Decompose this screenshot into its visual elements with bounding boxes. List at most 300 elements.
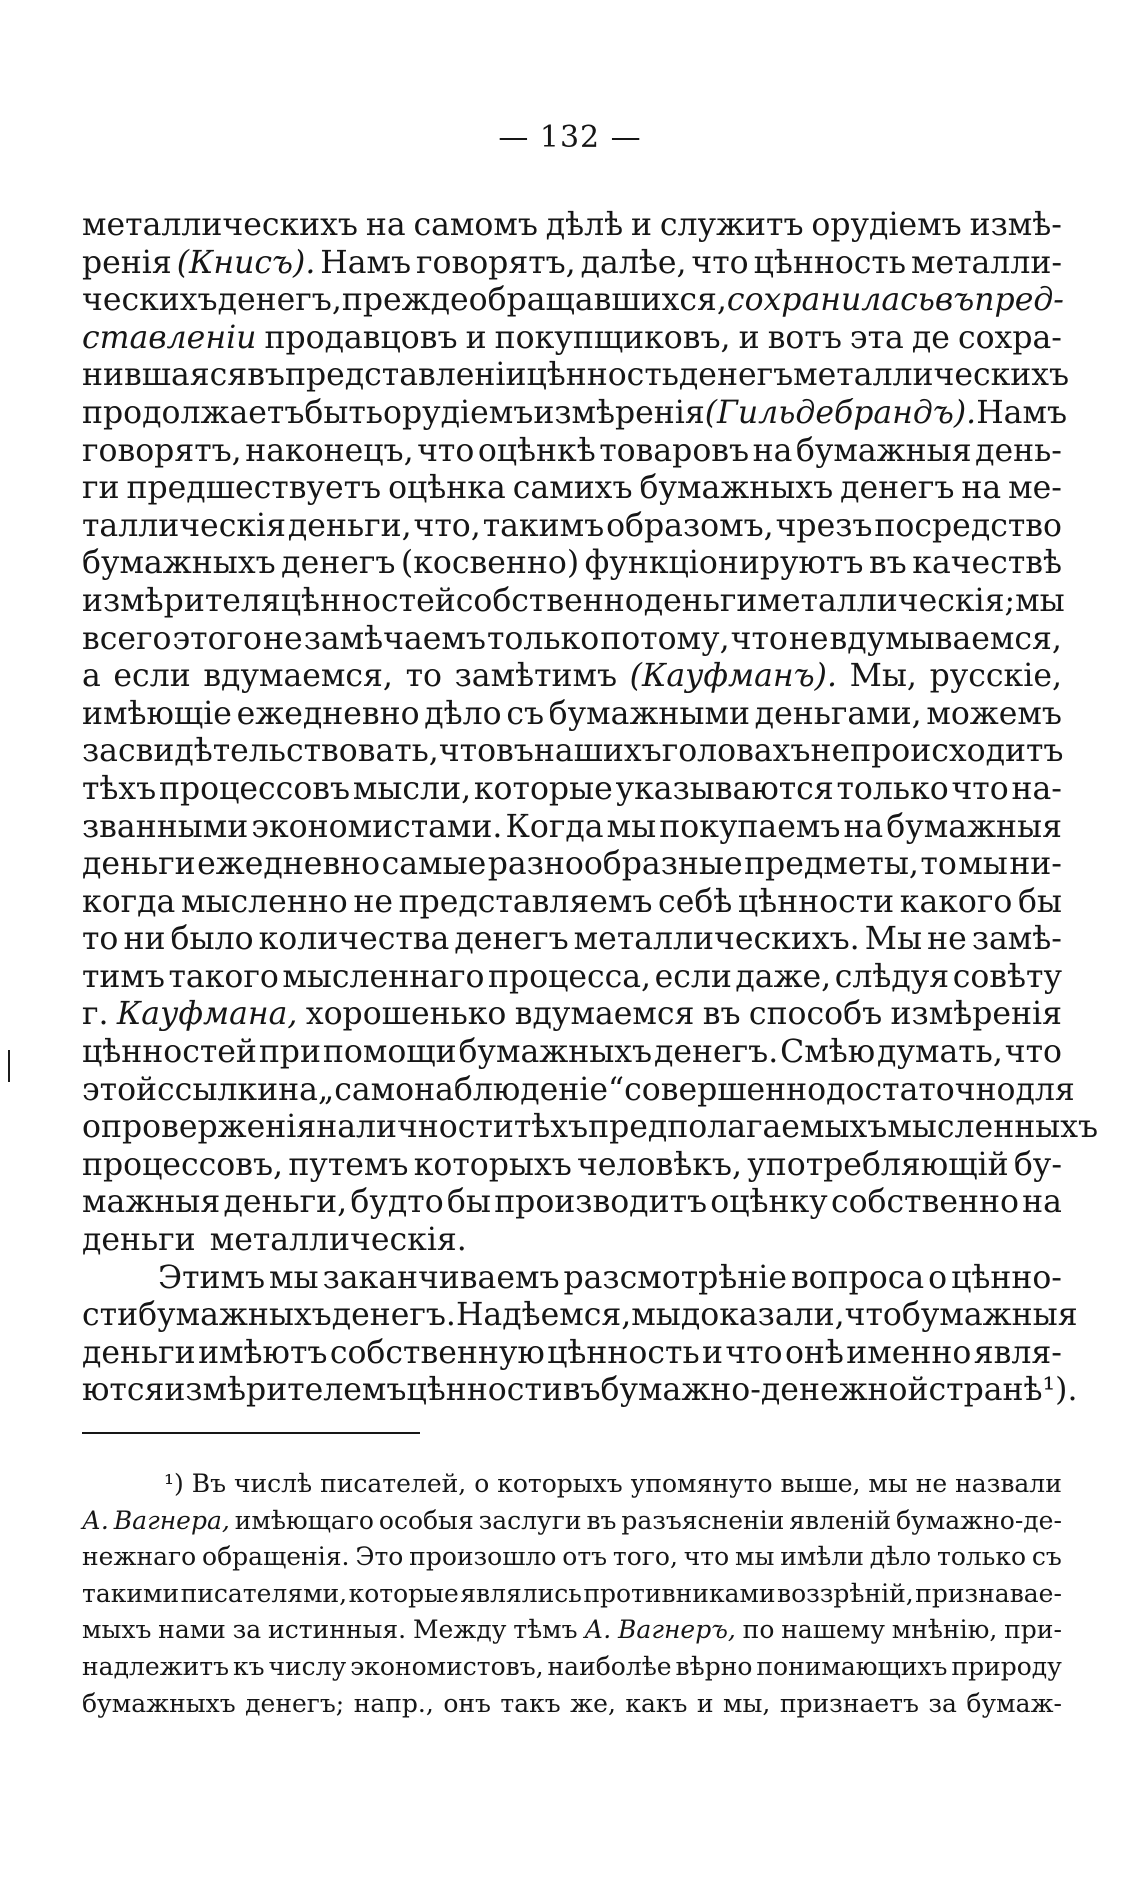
word: денегъ, [217,282,342,319]
word: предметы, [744,846,919,883]
word: себѣ [658,883,733,920]
word: орудіемъ [811,207,962,243]
word: и [701,1334,723,1371]
word: товаровъ [599,432,750,469]
word: измѣ- [969,207,1062,243]
word: природу [951,1651,1062,1681]
word: только [937,1542,1027,1572]
word: упомянуто [630,1469,773,1498]
word: путемъ [288,1146,409,1183]
footnote-line [82,1576,1062,1613]
word: въ [562,1372,601,1409]
word: деньги [82,846,196,883]
word: оцѣнкѣ [477,432,596,469]
body-line [82,545,1062,583]
word: такими [82,1578,180,1608]
body-line [82,921,1062,959]
word: представляемъ [398,883,653,920]
body-line [82,1184,1062,1222]
word: только [836,770,949,807]
word: хорошенько [305,996,507,1033]
word: разсмотрѣніе [563,1259,787,1296]
word: продавцовъ [264,319,458,356]
word: признавае- [915,1578,1062,1608]
word: за [232,1615,262,1645]
body-line [82,508,1062,546]
word: вопроса [790,1259,925,1296]
body-line [82,1109,1099,1147]
word: де [911,319,950,356]
word: головахъ [661,733,811,770]
word: денегъ. [654,1034,779,1071]
word: числу [268,1651,347,1681]
word: ежедневно [236,695,420,732]
footnote-line [82,1612,1062,1649]
word: о [474,1469,490,1498]
word: качествѣ [912,545,1062,582]
word: при- [1004,1615,1062,1645]
word: мы [958,846,1008,883]
word: а [82,658,101,695]
word: на [278,1071,318,1108]
word: бумажными [548,695,750,732]
word: ги [82,470,120,507]
body-line [82,1222,1062,1260]
word: чрезъ [775,507,873,544]
footnote-line [82,1539,1062,1576]
word: Между [412,1615,507,1645]
word: этой [82,1071,158,1108]
word: цѣнность [753,244,907,281]
word: мажныя [82,1184,221,1221]
word: предполагаемыхъ [588,1109,888,1146]
word: замѣтимъ [454,658,618,695]
word: цѣнность [526,357,679,394]
word: если [113,658,191,695]
word: къ [233,1651,265,1681]
word: и [631,207,653,243]
body-line [82,658,1062,696]
word: обращавшихся, [468,282,727,319]
word: далѣе, [580,244,687,281]
word: бы [446,1184,491,1221]
word: мысли, [352,770,472,807]
word: деньги [82,1334,196,1371]
word: даже, [735,958,832,995]
word: что [951,770,1009,807]
word: слѣдуя [834,958,950,995]
word: числѣ [233,1469,313,1498]
word: по [742,1615,775,1645]
word: такъ [500,1688,561,1718]
word: же, [570,1688,616,1718]
word: заканчиваемъ [322,1259,560,1296]
word: денегъ [678,357,794,394]
word: противниками [583,1578,776,1608]
word: г. [82,996,109,1033]
word: происходитъ [850,733,1064,770]
word: употребляющій [747,1146,1009,1183]
word: признаетъ [779,1688,919,1718]
word: имѣли [780,1542,864,1572]
word: только [486,620,600,657]
word: указываются [615,770,834,807]
word: такимъ [482,507,605,544]
word: всего [82,620,172,657]
word: наиболѣе [547,1651,672,1681]
word: что [730,620,788,657]
word: онѣ [784,1334,844,1371]
word: будто [350,1184,444,1221]
word: денегъ [454,921,569,958]
word: за [928,1688,957,1718]
word: бумажныхъ [639,470,834,507]
word: въ [934,282,975,319]
word: процесса, [487,958,652,995]
word: денегъ. [331,1297,456,1334]
word: этого [172,620,263,657]
word: количества [258,921,450,958]
word: прежде [341,282,469,319]
word: мы, [723,1688,771,1718]
word: въ [496,733,534,770]
word: нившаяся [82,357,248,394]
word: воззрѣній, [777,1578,914,1608]
word: на [365,207,406,243]
word: функціонируютъ [584,545,864,582]
word: ¹). [1042,1372,1078,1409]
word: процессовъ, [82,1146,284,1183]
word: сохра- [957,319,1062,356]
word: какого [899,883,1013,920]
word: бумаж- [966,1688,1062,1718]
word: мы [606,808,657,845]
word: опроверженія [82,1109,317,1146]
word: тѣхъ [513,1109,589,1146]
word: мысленно [180,883,348,920]
word: экономистовъ, [350,1651,544,1681]
word: мы [868,1469,908,1498]
word: назвали [955,1469,1062,1498]
word: съ [506,695,544,732]
word: можемъ [926,695,1062,732]
body-line [82,1260,1062,1298]
word: то [920,846,957,883]
word: цѣнности [737,883,895,920]
word: нашихъ [533,733,662,770]
word: таллическія [82,507,286,544]
word: ставленіи [82,319,257,356]
word: сохранилась [726,282,935,319]
word: Въ [191,1469,227,1498]
word: бумажныя [901,1297,1078,1334]
word: ренія [82,244,172,281]
word: Смѣю [780,1034,876,1071]
word: (Книсъ). [176,244,316,281]
word: наличности [316,1109,514,1146]
word: на [1022,1184,1062,1221]
word: что [1004,1034,1062,1071]
word: засвидѣтельствовать, [82,733,439,770]
word: для [1015,1071,1075,1108]
word: о [928,1259,948,1296]
footnote-line [82,1466,1062,1503]
word: бумажныхъ [82,1688,236,1718]
word: не [353,883,393,920]
word: мы [631,1297,681,1334]
word: нами [158,1615,226,1645]
word: Намъ [976,394,1067,431]
word: какъ [625,1688,688,1718]
word: тѣмъ [513,1615,578,1645]
word: именно [846,1334,972,1371]
body-line [82,433,1062,471]
body-line [82,394,1067,433]
word: бумажныхъ [138,1297,332,1334]
main-text [82,207,1099,1410]
word: имѣющаго [234,1505,374,1535]
body-line [82,1071,1075,1110]
word: тѣхъ [82,770,157,807]
word: покупаемъ [659,808,841,845]
word: деньгами, [754,695,922,732]
word: „самонаблюденіе“ [317,1071,625,1108]
word: Мы, [849,658,917,695]
word: совершенно [624,1071,827,1108]
word: и [738,319,760,356]
word: ме- [1008,470,1062,507]
word: говорятъ, [416,244,576,281]
body-line [82,696,1062,734]
body-line [82,846,1062,884]
body-line [82,357,1070,395]
word: металли- [910,244,1062,281]
word: явленій [789,1505,892,1535]
word: на [961,470,1002,507]
word: (косвенно) [400,545,580,582]
word: самомъ [413,207,538,243]
word: образомъ, [606,507,774,544]
word: собственно [455,582,644,619]
page-number: — 132 — [498,120,642,155]
footnote-line [82,1686,1062,1723]
word: въ [247,357,285,394]
word: имѣющіе [82,695,232,732]
word: производитъ [494,1184,708,1221]
word: заслуги [478,1505,582,1535]
word: напр., [353,1688,434,1718]
word: на [752,432,793,469]
word: продолжаетъ [82,394,305,431]
word: бы [1017,883,1062,920]
word: служитъ [659,207,804,243]
body-line [82,245,1062,283]
word: А. [82,1505,109,1535]
word: измѣренія [890,996,1062,1033]
word: цѣнности [406,1372,563,1409]
word: которыхъ [413,1146,572,1183]
word: нашему [781,1615,885,1645]
body-line [82,470,1062,508]
word: которые [348,1578,459,1608]
word: измѣренія [533,394,705,431]
word: собственно [830,1184,1019,1221]
word: Вагнеръ, [618,1615,736,1645]
word: что [691,244,749,281]
body-line [82,959,1062,997]
word: цѣнностей [280,582,456,619]
word: обращенія. [202,1542,350,1572]
word: способъ [748,996,883,1033]
word: Когда [505,808,604,845]
word: металлическія; [757,582,1016,619]
word: которые [473,770,613,807]
word: надлежитъ [82,1651,230,1681]
word: достаточно [826,1071,1016,1108]
word: деньги [643,582,758,619]
word: мыхъ [82,1615,152,1645]
word: ссылки [157,1071,279,1108]
word: вѣрно [675,1651,753,1681]
word: Намъ [320,244,412,281]
word: совѣту [952,958,1062,995]
word: понимающихъ [756,1651,948,1681]
word: цѣнность [547,1334,700,1371]
word: металлическихъ. [573,921,860,958]
word: русскіе, [929,658,1062,695]
word: представленіи [284,357,527,394]
word: собственную [329,1334,545,1371]
word: отъ [562,1542,608,1572]
word: не [927,921,967,958]
word: дѣло [869,1542,932,1572]
word: званными [82,808,249,845]
body-line [82,1297,1078,1335]
word: бумажныхъ [82,545,276,582]
word: въ [702,996,741,1033]
word: ежедневно [197,846,381,883]
word: бумажно-денежной [600,1372,929,1409]
word: эта [849,319,904,356]
word: Это [355,1542,404,1572]
word: деньги [82,1222,196,1259]
word: денегъ [840,470,955,507]
word: такого [168,958,279,995]
word: металлическихъ [82,207,358,243]
body-line [82,1335,1062,1373]
body-line [82,771,1062,809]
word: цѣнно- [951,1259,1062,1296]
word: онъ [443,1688,491,1718]
word: что [438,733,497,770]
word: бумажныя [886,808,1062,845]
body-line [82,1034,1062,1072]
word: и [465,319,487,356]
word: разнообразные [487,846,743,883]
word: писателями, [180,1578,348,1608]
word: Кауфмана, [116,996,298,1033]
body-line [82,207,1062,245]
word: (Гильдебрандъ). [704,394,977,431]
word: того, [612,1542,678,1572]
word: металлическихъ [793,357,1070,394]
body-line [82,809,1062,847]
word: бу- [1013,1146,1062,1183]
body-line [82,1147,1062,1185]
word: мысленныхъ [887,1109,1099,1146]
word: процессовъ [159,770,351,807]
word: (Кауфманъ). [629,658,837,695]
word: быть [304,394,383,431]
body-line [82,884,1062,922]
word: то [405,658,442,695]
word: дѣло [424,695,502,732]
word: дѣлѣ [545,207,624,243]
word: разъясненіи [621,1505,785,1535]
word: ни [123,921,166,958]
word: металлическія. [209,1222,467,1259]
word: что [844,1297,902,1334]
word: Мы [864,921,923,958]
word: экономистами. [251,808,503,845]
word: денегъ [281,545,396,582]
word: не [263,620,303,657]
word: если [654,958,732,995]
word: ¹) [164,1469,184,1498]
word: странѣ [928,1372,1043,1409]
word: сти [82,1297,139,1334]
word: А. [584,1615,612,1645]
word: и [696,1688,714,1718]
body-line [82,996,1062,1034]
word: было [170,921,254,958]
body-line [82,733,1062,771]
word: мысленнаго [282,958,485,995]
body-line [82,282,1062,320]
word: думать, [877,1034,1003,1071]
word: деньги, [223,1184,348,1221]
word: человѣкъ, [577,1146,742,1183]
word: въ [586,1505,617,1535]
word: посредство [874,507,1062,544]
word: тимъ [82,958,165,995]
word: потому, [600,620,730,657]
word: предшествуетъ [126,470,382,507]
footnote-separator [82,1432,420,1434]
word: вдумываемся, [829,620,1062,657]
word: вотъ [767,319,842,356]
margin-mark [8,1050,10,1082]
word: замѣчаемъ [303,620,486,657]
word: истинныя. [268,1615,407,1645]
word: самихъ [512,470,633,507]
word: самые [381,846,487,883]
word: ются [82,1372,165,1409]
word: доказали, [680,1297,845,1334]
word: что, [413,507,481,544]
word: мы [735,1542,775,1572]
word: оцѣнку [710,1184,828,1221]
word: не [915,1469,948,1498]
word: что [683,1542,730,1572]
footnote-line [82,1649,1062,1686]
word: помощи [322,1034,457,1071]
word: цѣнностей [82,1034,257,1071]
word: въ [868,545,907,582]
word: писателей, [320,1469,467,1498]
word: деньги, [287,507,412,544]
word: бумажныя [795,432,972,469]
